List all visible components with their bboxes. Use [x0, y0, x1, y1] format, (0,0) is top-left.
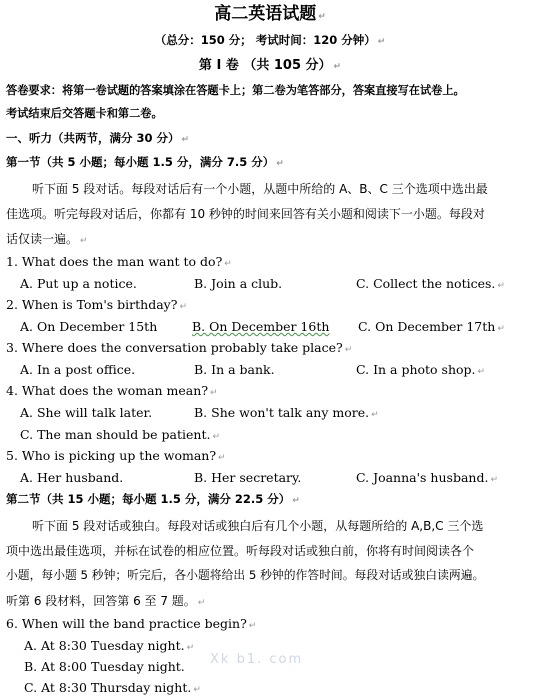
q3-option-b: B. In a bank.	[194, 362, 275, 377]
q1-option-b: B. Join a club.	[194, 276, 283, 291]
question-4: 4. What does the woman mean? ↵	[6, 383, 218, 398]
paragraph-mark-icon: ↵	[197, 598, 206, 608]
q2-option-a: A. On December 15th	[20, 319, 158, 334]
paragraph-mark-icon: ↵	[292, 496, 300, 506]
instructions-line-2: 考试结束后交答题卡和第二卷。	[6, 107, 163, 120]
q1-option-a: A. Put up a notice.	[20, 276, 137, 291]
paragraph-mark-icon: ↵	[490, 475, 498, 485]
watermark: Xk b1. com	[210, 652, 304, 667]
paragraph-mark-icon: ↵	[224, 259, 232, 269]
section1-para-line: 话仅读一遍。 ↵	[6, 232, 88, 246]
section1-heading: 第一节（共 5 小题；每小题 1.5 分，满分 7.5 分） ↵	[6, 155, 284, 169]
q5-option-b: B. Her secretary.	[194, 470, 302, 485]
exam-title: 高二英语试题 ↵	[214, 4, 326, 24]
section1-para-line: 佳选项。听完每段对话后，你都有 10 秒钟的时间来回答有关小题和阅读下一小题。每段对	[6, 207, 485, 221]
instructions-line-1: 答卷要求：将第一卷试题的答案填涂在答题卡上；第二卷为笔答部分，答案直接写在试卷上。	[6, 84, 465, 97]
paragraph-mark-icon: ↵	[318, 12, 326, 22]
q1-option-c: C. Collect the notices. ↵	[356, 276, 505, 291]
paragraph-mark-icon: ↵	[210, 388, 218, 398]
paragraph-mark-icon: ↵	[193, 685, 201, 695]
q6-option-c: C. At 8:30 Thursday night. ↵	[24, 680, 201, 695]
paragraph-mark-icon: ↵	[218, 453, 226, 463]
paragraph-mark-icon: ↵	[371, 410, 379, 420]
paragraph-mark-icon: ↵	[212, 432, 221, 442]
paragraph-mark-icon: ↵	[344, 345, 353, 355]
paragraph-mark-icon: ↵	[181, 135, 190, 145]
section2-heading: 第二节（共 15 小题；每小题 1.5 分，满分 22.5 分） ↵	[6, 492, 300, 506]
paragraph-mark-icon: ↵	[179, 302, 187, 312]
section2-para-line: 听第 6 段材料，回答第 6 至 7 题。 ↵	[6, 594, 206, 608]
q2-option-b-text: B. On December 16th	[192, 319, 330, 334]
question-1: 1. What does the man want to do? ↵	[6, 254, 232, 269]
section2-para-line: 小题，每小题 5 秒钟；听完后，各小题将给出 5 秒钟的作答时间。每段对话或独白读两遍。	[6, 568, 485, 582]
q4-option-a: A. She will talk later.	[20, 405, 153, 420]
q3-option-a: A. In a post office.	[20, 362, 136, 377]
q6-option-b: B. At 8:00 Tuesday night.	[24, 659, 185, 674]
q6-option-a: A. At 8:30 Tuesday night. ↵	[24, 638, 195, 653]
paragraph-mark-icon: ↵	[497, 324, 505, 334]
paragraph-mark-icon: ↵	[377, 37, 386, 47]
q5-option-a: A. Her husband.	[20, 470, 124, 485]
q2-option-b	[192, 321, 329, 334]
paragraph-mark-icon: ↵	[477, 367, 486, 377]
q4-option-b: B. She won't talk any more. ↵	[194, 405, 379, 420]
paragraph-mark-icon: ↵	[186, 643, 195, 653]
paragraph-mark-icon: ↵	[248, 621, 257, 631]
q2-option-c: C. On December 17th ↵	[358, 319, 505, 334]
question-6: 6. When will the band practice begin? ↵	[6, 616, 257, 631]
part1-heading: 一、听力（共两节，满分 30 分） ↵	[6, 131, 190, 145]
section2-para-line: 项中选出最佳选项，并标在试卷的相应位置。听每段对话或独白前，你将有时间阅读各个	[6, 544, 475, 558]
question-2: 2. When is Tom's birthday? ↵	[6, 297, 187, 312]
q3-option-c: C. In a photo shop. ↵	[356, 362, 486, 377]
section2-para-line: 听下面 5 段对话或独白。每段对话或独白后有几个小题，从每题所给的 A,B,C 三个选	[32, 519, 484, 533]
exam-subtitle: （总分：150 分； 考试时间：120 分钟） ↵	[154, 33, 386, 47]
q4-option-c: C. The man should be patient. ↵	[20, 427, 221, 442]
section1-para-line: 听下面 5 段对话。每段对话后有一个小题，从题中所给的 A、B、C 三个选项中选出最	[32, 182, 488, 196]
volume-heading: 第 I 卷 （共 105 分） ↵	[198, 58, 342, 73]
q5-option-c: C. Joanna's husband. ↵	[356, 470, 498, 485]
question-3: 3. Where does the conversation probably take place? ↵	[6, 340, 353, 355]
paragraph-mark-icon: ↵	[497, 281, 505, 291]
question-5: 5. Who is picking up the woman? ↵	[6, 448, 226, 463]
paragraph-mark-icon: ↵	[80, 236, 88, 246]
paragraph-mark-icon: ↵	[276, 159, 284, 169]
paragraph-mark-icon: ↵	[333, 62, 342, 72]
